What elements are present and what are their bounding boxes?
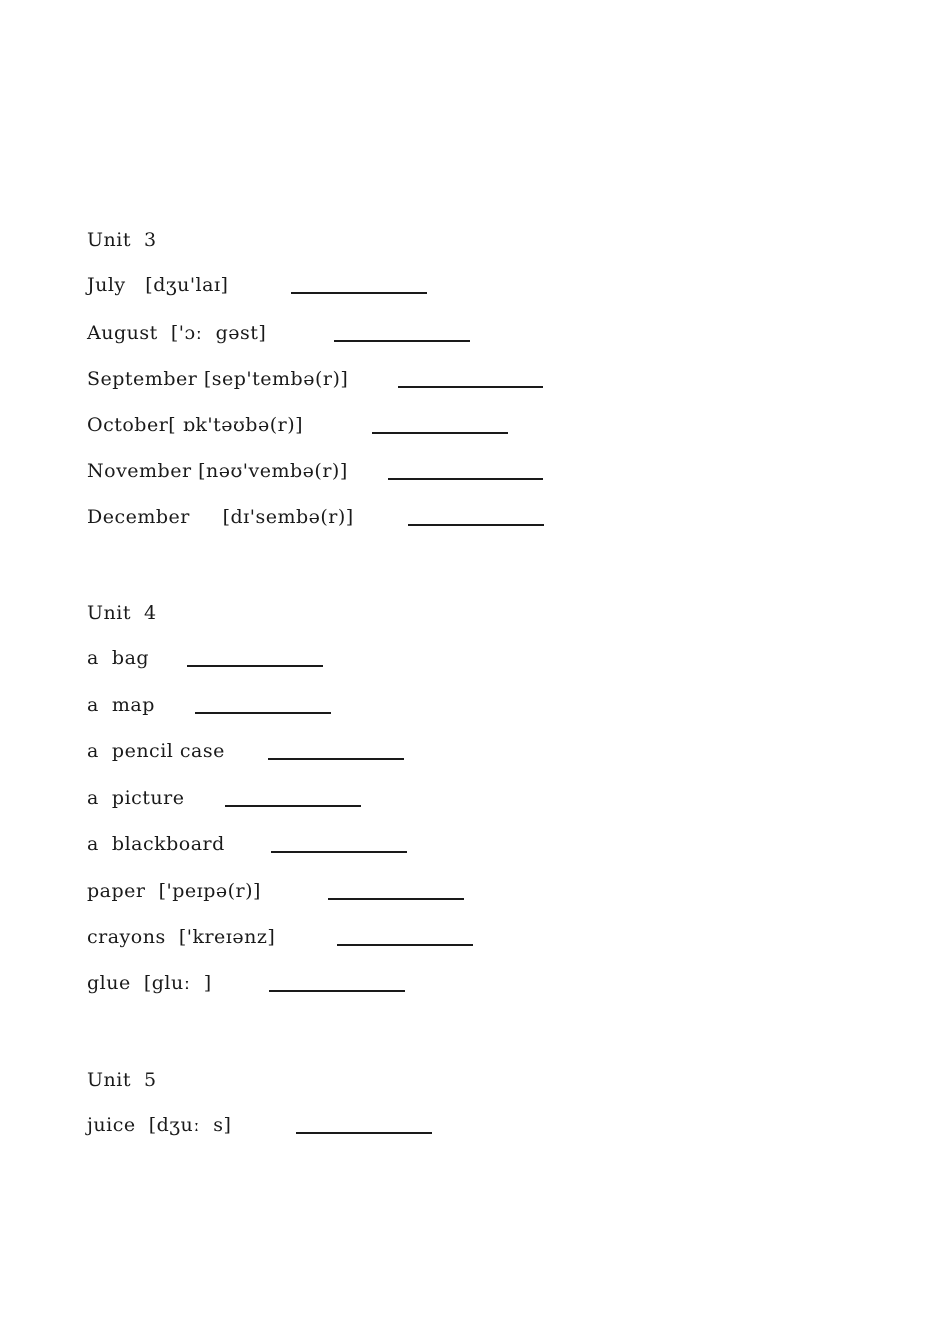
- vocab-phonetic: [nəʊ'vembə(r)]: [198, 460, 348, 482]
- vocab-word: October: [87, 414, 169, 436]
- unit-3-heading: Unit 3: [87, 229, 157, 251]
- vocab-entry-pencil-case: [87, 739, 225, 763]
- vocab-entry-november: [87, 459, 348, 483]
- unit-5-heading: Unit 5: [87, 1069, 157, 1091]
- vocab-entry-paper: [87, 879, 261, 903]
- answer-blank-november[interactable]: [388, 478, 543, 480]
- answer-blank-bag[interactable]: [187, 665, 323, 667]
- vocab-phonetic: [dʒu'laɪ]: [145, 274, 229, 296]
- vocab-phonetic: [gluː ]: [143, 972, 212, 994]
- answer-blank-blackboard[interactable]: [271, 851, 407, 853]
- vocab-word: November: [87, 460, 192, 482]
- vocab-phonetic: [ ɒk'təʊbə(r)]: [168, 414, 304, 436]
- vocab-entry-juice: [87, 1113, 231, 1137]
- answer-blank-july[interactable]: [291, 292, 427, 294]
- vocab-entry-map: [87, 693, 155, 717]
- vocab-phonetic: [sep'tembə(r)]: [203, 368, 349, 390]
- vocab-entry-september: [87, 367, 348, 391]
- vocab-entry-blackboard: [87, 832, 225, 856]
- vocab-phonetic: ['peɪpə(r)]: [158, 880, 261, 902]
- vocab-word: a bag: [87, 647, 150, 669]
- answer-blank-pencil-case[interactable]: [268, 758, 404, 760]
- answer-blank-august[interactable]: [334, 340, 470, 342]
- vocab-entry-august: [87, 321, 266, 345]
- vocab-word: December: [87, 506, 190, 528]
- answer-blank-glue[interactable]: [269, 990, 405, 992]
- answer-blank-map[interactable]: [195, 712, 331, 714]
- vocab-entry-glue: [87, 971, 212, 995]
- answer-blank-october[interactable]: [372, 432, 508, 434]
- vocab-word: crayons: [87, 926, 166, 948]
- vocab-entry-december: [87, 505, 354, 529]
- vocab-word: a map: [87, 694, 155, 716]
- vocab-word: September: [87, 368, 198, 390]
- answer-blank-crayons[interactable]: [337, 944, 473, 946]
- answer-blank-december[interactable]: [408, 524, 544, 526]
- vocab-entry-october: [87, 413, 303, 437]
- unit-4-heading: Unit 4: [87, 602, 157, 624]
- vocab-word: a picture: [87, 787, 185, 809]
- vocab-entry-picture: [87, 786, 185, 810]
- vocab-word: a pencil case: [87, 740, 225, 762]
- vocab-entry-bag: [87, 646, 149, 670]
- vocab-phonetic: ['ɔː gəst]: [170, 322, 267, 344]
- answer-blank-picture[interactable]: [225, 805, 361, 807]
- vocab-word: juice: [87, 1114, 136, 1136]
- vocab-word: July: [87, 274, 126, 296]
- vocab-word: glue: [87, 972, 131, 994]
- vocab-word: paper: [87, 880, 146, 902]
- vocab-word: a blackboard: [87, 833, 225, 855]
- answer-blank-juice[interactable]: [296, 1132, 432, 1134]
- vocab-entry-crayons: [87, 925, 275, 949]
- vocab-phonetic: [dɪ'sembə(r)]: [222, 506, 354, 528]
- vocab-phonetic: ['kreɪənz]: [178, 926, 276, 948]
- answer-blank-paper[interactable]: [328, 898, 464, 900]
- answer-blank-september[interactable]: [398, 386, 543, 388]
- vocab-phonetic: [dʒuː s]: [148, 1114, 232, 1136]
- vocab-word: August: [87, 322, 158, 344]
- vocab-entry-july: [87, 273, 228, 297]
